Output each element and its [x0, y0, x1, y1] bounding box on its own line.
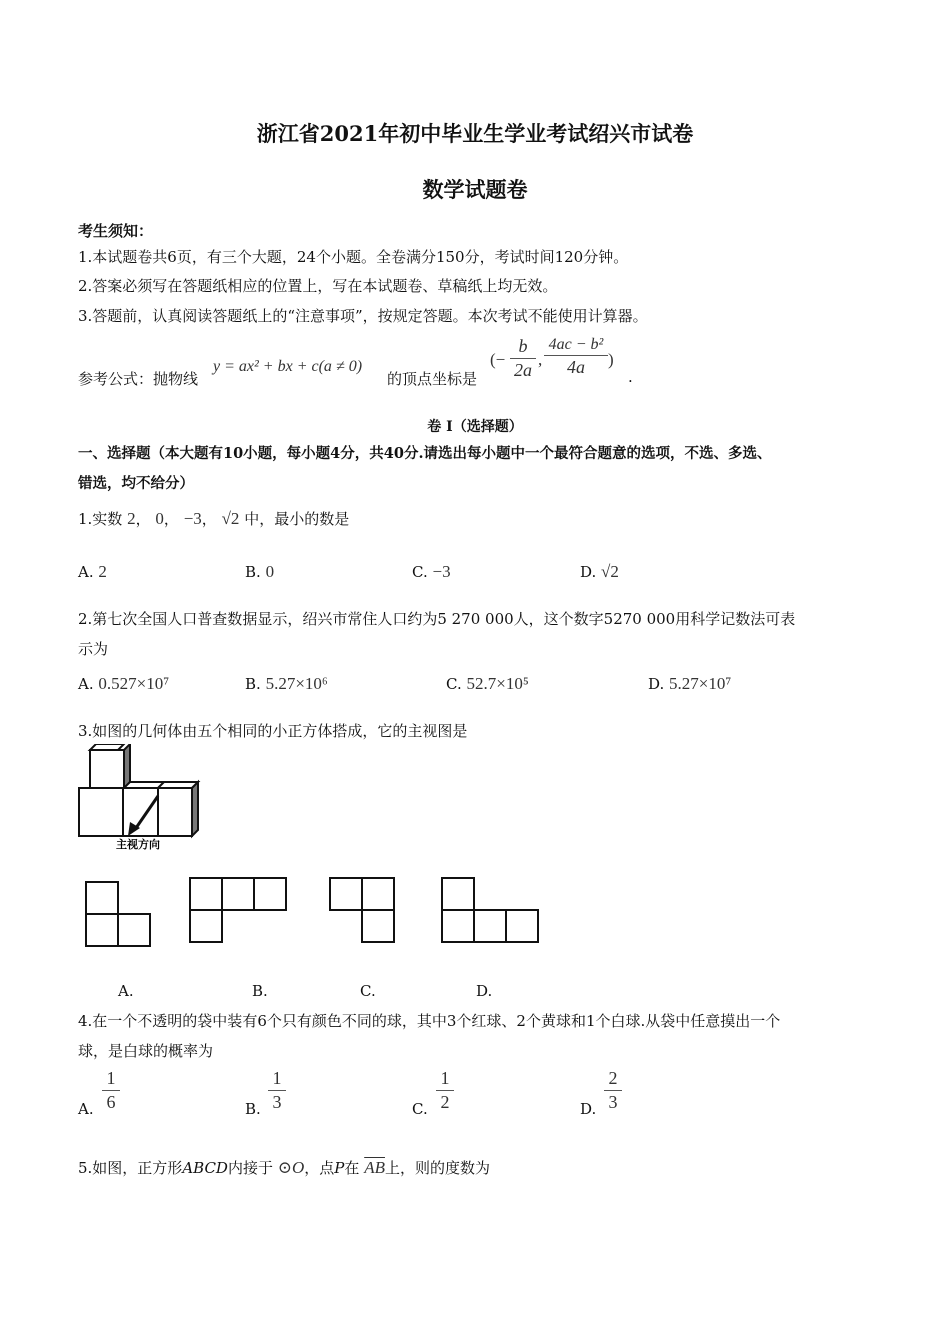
q3-option-c-figure[interactable] — [328, 876, 398, 944]
q3-option-a-label[interactable]: A. — [118, 982, 134, 1000]
q3-option-c-label[interactable]: C. — [360, 982, 376, 1000]
q2-option-c[interactable] — [446, 674, 529, 694]
q3-option-d-figure[interactable] — [440, 876, 542, 944]
q1-option-a-value: 2 — [98, 562, 107, 581]
vertex-open: (− — [490, 350, 506, 369]
q1-number-3: −3 — [183, 509, 202, 528]
formula-prefix: 参考公式：抛物线 — [78, 370, 199, 388]
q4-option-a-numerator: 1 — [102, 1068, 120, 1091]
q4-option-c-numerator: 1 — [436, 1068, 454, 1091]
q1-option-d[interactable] — [580, 562, 619, 582]
q3-stem: 3.如图的几何体由五个相同的小正方体搭成，它的主视图是 — [78, 722, 468, 740]
q5-arc-ab: $\overline{AB}$ — [364, 1158, 385, 1177]
q2-option-b[interactable] — [245, 674, 328, 694]
q2-option-c-value: 52.7×10⁵ — [466, 674, 529, 693]
q1-stem — [78, 508, 349, 529]
q4-option-a-denominator: 6 — [106, 1092, 116, 1112]
q1-option-c[interactable] — [412, 562, 451, 582]
vertex-x-fraction — [510, 336, 536, 381]
q1-sep-3: ， — [201, 510, 217, 528]
q2-option-d-value: 5.27×10⁷ — [669, 674, 732, 693]
q4-option-d-numerator: 2 — [604, 1068, 622, 1091]
cube-top-front — [90, 750, 124, 788]
q3-solid-figure — [76, 744, 208, 854]
q1-stem-b: 中，最小的数是 — [244, 510, 350, 528]
q1-number-2: 0 — [155, 509, 164, 528]
q3-option-b-figure[interactable] — [188, 876, 290, 944]
exam-title: 浙江省2021年初中毕业生学业考试绍兴市试卷 — [256, 121, 694, 146]
cube-front-1 — [79, 788, 123, 836]
q5-stem-b: 内接于 — [227, 1159, 273, 1177]
q1-option-d-label: D. — [580, 563, 597, 581]
q1-number-4: √2 — [221, 509, 240, 528]
q2-option-d[interactable] — [648, 674, 731, 694]
q1-option-c-label: C. — [412, 563, 428, 581]
q2-option-b-value: 5.27×10⁶ — [265, 674, 328, 693]
q4-option-b-label[interactable]: B. — [245, 1100, 261, 1118]
q5-point-p: P — [334, 1159, 345, 1177]
cube-front-2 — [123, 788, 158, 836]
q5-stem-e: 上，则的度数为 — [384, 1159, 490, 1177]
q1-stem-a: 1.实数 — [78, 510, 123, 528]
q1-option-b-label: B. — [245, 563, 261, 581]
q2-option-b-label: B. — [245, 675, 261, 693]
q3-option-b-label[interactable]: B. — [252, 982, 268, 1000]
vertex-x-denominator: 2a — [514, 360, 532, 380]
vertex-x-numerator: b — [510, 336, 536, 359]
q4-option-d-label[interactable]: D. — [580, 1100, 597, 1118]
q1-sep-2: ， — [163, 510, 179, 528]
q3-option-d-label[interactable]: D. — [476, 982, 493, 1000]
parabola-equation: y = ax² + bx + c(a ≠ 0) — [213, 358, 363, 375]
notice-item-3: 3.答题前，认真阅读答题纸上的“注意事项”，按规定答题。本次考试不能使用计算器。 — [78, 307, 648, 325]
q4-stem-line2: 球，是白球的概率为 — [78, 1042, 214, 1060]
exam-subtitle: 数学试题卷 — [422, 177, 528, 202]
q4-option-a-label[interactable]: A. — [78, 1100, 94, 1118]
q5-stem-a: 5.如图，正方形 — [78, 1159, 183, 1177]
section-title: 卷 I（选择题） — [427, 419, 523, 435]
q5-circle-o: ⊙O — [277, 1158, 305, 1177]
q2-option-d-label: D. — [648, 675, 665, 693]
cube-top-side — [124, 744, 130, 788]
q1-number-1: 2 — [127, 509, 136, 528]
q1-option-c-value: −3 — [432, 562, 451, 581]
q5-stem-d: 在 — [344, 1159, 360, 1177]
row-right-side — [192, 782, 198, 836]
q1-option-d-value: √2 — [601, 562, 619, 581]
q2-option-a-value: 0.527×10⁷ — [98, 674, 170, 693]
q1-option-b[interactable] — [245, 562, 274, 582]
q5-abcd: ABCD — [182, 1159, 228, 1177]
vertex-y-denominator: 4a — [567, 357, 585, 377]
q2-stem-line1: 2.第七次全国人口普查数据显示，绍兴市常住人口约为5 270 000人，这个数字5270 000用科学记数法可表 — [78, 610, 796, 628]
q1-sep-1: ， — [135, 510, 151, 528]
q5-stem-c: ，点 — [304, 1159, 335, 1177]
q4-option-b-denominator: 3 — [272, 1092, 282, 1112]
notice-item-2: 2.答案必须写在答题纸相应的位置上，写在本试题卷、草稿纸上均无效。 — [78, 277, 558, 295]
section-intro-line2: 错选，均不给分） — [78, 475, 194, 492]
notice-heading: 考生须知： — [78, 222, 154, 240]
vertex-comma: , — [538, 350, 543, 369]
cube-front-3 — [158, 788, 192, 836]
view-direction-label: 主视方向 — [116, 838, 160, 851]
q4-stem-line1: 4.在一个不透明的袋中装有6个只有颜色不同的球，其中3个红球、2个黄球和1个白球.从袋中任意摸出一个 — [78, 1012, 781, 1030]
vertex-y-numerator: 4ac − b² — [544, 336, 608, 356]
q1-option-a[interactable] — [78, 562, 107, 582]
notice-item-1: 1.本试题卷共6页，有三个大题，24个小题。全卷满分150分，考试时间120分钟。 — [78, 248, 629, 266]
q4-option-b-numerator: 1 — [268, 1068, 286, 1091]
q4-option-c-fraction[interactable] — [436, 1068, 454, 1113]
section-intro-line1: 一、选择题（本大题有10小题，每小题4分，共40分.请选出每小题中一个最符合题意的选项，不选、多选、 — [78, 445, 772, 462]
q2-stem-line2: 示为 — [78, 640, 109, 658]
vertex-y-fraction — [544, 336, 608, 378]
q4-option-c-denominator: 2 — [440, 1092, 450, 1112]
q3-option-a-figure[interactable] — [84, 880, 154, 948]
q5-stem — [78, 1157, 490, 1178]
q4-option-a-fraction[interactable] — [102, 1068, 120, 1113]
q4-option-b-fraction[interactable] — [268, 1068, 286, 1113]
q2-option-a[interactable] — [78, 674, 169, 694]
q4-option-d-denominator: 3 — [608, 1092, 618, 1112]
q1-option-b-value: 0 — [265, 562, 275, 581]
q4-option-c-label[interactable]: C. — [412, 1100, 428, 1118]
q2-option-a-label: A. — [78, 675, 94, 693]
formula-mid: 的顶点坐标是 — [387, 370, 478, 388]
q1-option-a-label: A. — [78, 563, 94, 581]
vertex-close: ) — [608, 350, 614, 369]
q4-option-d-fraction[interactable] — [604, 1068, 622, 1113]
formula-end: . — [628, 368, 633, 386]
q2-option-c-label: C. — [446, 675, 462, 693]
